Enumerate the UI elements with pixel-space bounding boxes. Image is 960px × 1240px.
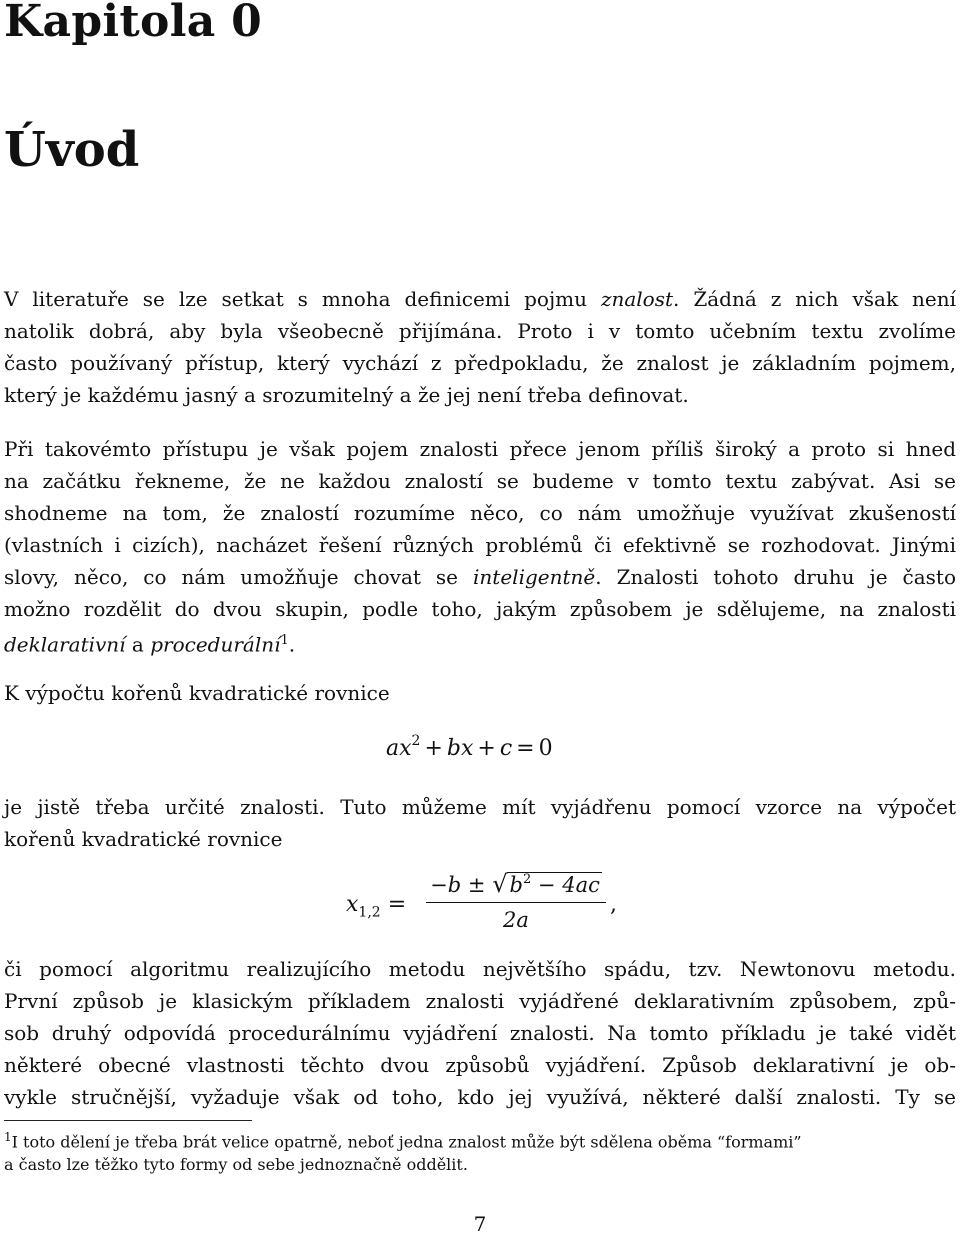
fraction-bar [426,902,606,903]
paragraph-line: K výpočtu kořenů kvadratické rovnice [4,681,390,705]
paragraph-line: natolik dobrá, aby byla všeobecně přijímána. Proto i v tomto učebním textu zvolíme [4,319,956,343]
text-run: . Znalosti tohoto druhu je často [595,565,956,589]
math-operator: − [430,873,448,897]
math-operator: = [516,736,535,761]
paragraph-line: První způsob je klasickým příkladem znalosti vyjádřené deklarativním způsobem, způ- [4,989,956,1013]
math-variable: x [346,892,359,917]
paragraph-line [4,286,956,312]
text-run: . [288,632,296,657]
text-run: V literatuře se lze setkat s mnoha definicemi pojmu [4,287,587,311]
paragraph-line: či pomocí algoritmu realizujícího metodu největšího spádu, tzv. Newtonovu metodu. [4,957,956,981]
emphasis-text: procedurální [150,632,281,657]
sqrt-radicand [507,872,601,897]
math-operator: = [387,892,407,917]
emphasis-text: znalost [600,287,674,311]
paragraph-line: možno rozdělit do dvou skupin, podle toho, jakým způsobem je sdělujeme, na znalosti [4,597,956,621]
formula-lhs [346,892,406,920]
math-term: 4ac [562,873,600,897]
math-operator: ± [467,873,486,897]
math-variable: b [509,873,523,897]
formula-denominator: 2a [503,908,529,932]
paragraph-line [4,564,956,590]
chapter-heading: Kapitola 0 [4,0,263,47]
paragraph-line: shodneme na tom, že znalostí rozumíme něco, co nám umožňuje využívat zkušeností [4,501,956,525]
footnote-marker: 1 [4,1130,12,1144]
paragraph-line: na začátku řekneme, že ne každou znalostí se budeme v tomto textu zabývat. Asi se [4,469,956,493]
emphasis-text: inteligentně [473,565,596,589]
footnote-line [4,1126,956,1153]
quadratic-equation [386,733,553,761]
math-variable: b [447,873,462,897]
paragraph-line: který je každému jasný a srozumitelný a že jej není třeba definovat. [4,383,689,407]
math-term: bx [446,736,474,761]
emphasis-text: deklarativní [4,632,126,657]
quadratic-formula [346,870,626,940]
footnote-marker[interactable]: 1 [280,633,289,648]
paragraph-line: často používaný přístup, který vychází z předpokladu, že znalost je základním pojmem, [4,351,956,375]
paragraph-line: Při takovémto přístupu je však pojem znalosti přece jenom příliš široký a proto si hned [4,437,956,461]
paragraph-line: sob druhý odpovídá procedurálnímu vyjádření znalosti. Na tomto příkladu je také vidět [4,1021,956,1045]
math-operator: − [537,873,556,897]
math-exponent: 2 [411,733,421,749]
text-run: a [125,632,151,657]
text-run: slovy, něco, co nám umožňuje chovat se [4,565,459,589]
math-operator: + [424,736,443,761]
footnote-rule [4,1120,252,1121]
paragraph-line [4,628,956,658]
paragraph-line: je jistě třeba určité znalosti. Tuto můžeme mít vyjádřenu pomocí vzorce na výpočet [4,795,956,819]
paragraph-line: vykle stručnější, vyžaduje však od toho, kdo jej využívá, některé další znalosti. Ty se [4,1085,956,1109]
section-title: Úvod [4,122,140,178]
formula-fraction [426,870,606,940]
math-operator: + [477,736,496,761]
paragraph-line: některé obecné vlastnosti těchto dvou způsobů vyjádření. Způsob deklarativní je ob- [4,1053,956,1077]
paragraph-line: kořenů kvadratické rovnice [4,827,283,851]
page-number: 7 [473,1212,487,1236]
math-term: ax [386,736,412,761]
paragraph-line: (vlastních i cizích), nacházet řešení různých problémů či efektivně se rozhodovat. Jinými [4,533,956,557]
sqrt-sign-icon: √ [492,870,508,898]
formula-comma: , [610,892,617,917]
math-subscript: 1,2 [358,904,381,921]
math-term: 0 [538,736,553,761]
formula-numerator [426,870,606,898]
footnote-text: I toto dělení je třeba brát velice opatrně, neboť jedna znalost může být sdělena oběma “formami” [11,1132,802,1152]
math-term: c [499,736,513,761]
math-exponent: 2 [522,872,532,887]
text-run: . Žádná z nich však není [673,287,956,311]
footnote-line: a často lze těžko tyto formy od sebe jednoznačně oddělit. [4,1155,468,1174]
